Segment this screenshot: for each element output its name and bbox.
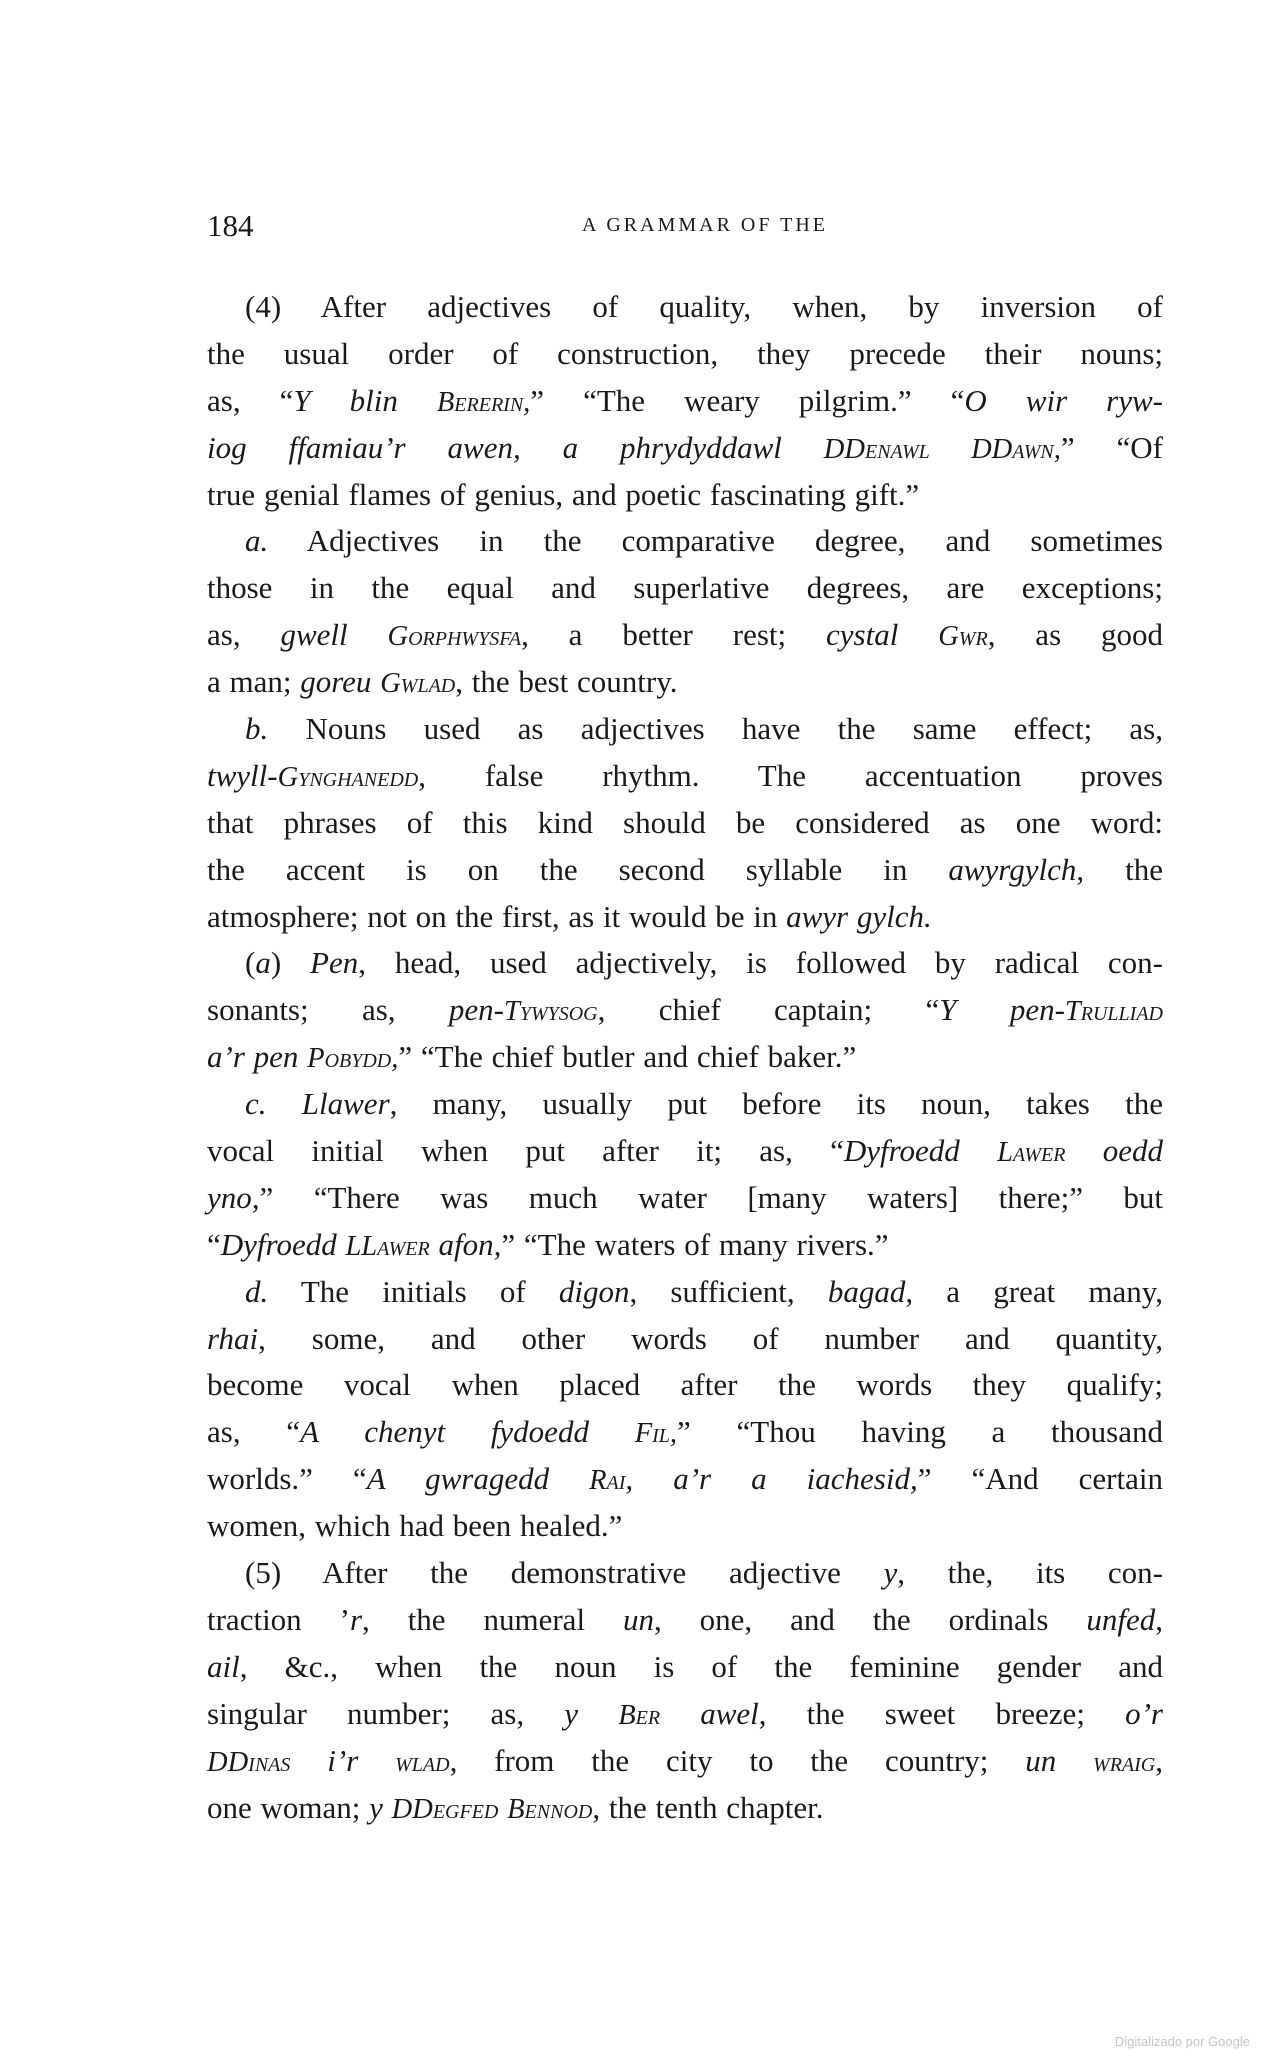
text-run: , from the city to the country; bbox=[449, 1742, 1026, 1778]
small-caps-text: Trulliad bbox=[1064, 996, 1163, 1028]
text-line bbox=[207, 518, 1163, 565]
small-caps-text: wlad bbox=[395, 1746, 450, 1778]
text-run: , false rhythm. The accentuation proves bbox=[418, 757, 1163, 793]
text-run: , chief captain; “ bbox=[597, 992, 940, 1028]
text-run: one woman; bbox=[207, 1789, 370, 1825]
text-line bbox=[207, 472, 1163, 519]
italic-text: goreu bbox=[300, 664, 381, 700]
small-caps-text: Bennod bbox=[507, 1793, 593, 1825]
text-line bbox=[207, 659, 1163, 706]
italic-text: , a’r a iachesid, bbox=[625, 1461, 918, 1497]
italic-text: unfed bbox=[1086, 1601, 1156, 1637]
italic-text: y bbox=[883, 1555, 898, 1591]
small-caps-text: wraig bbox=[1093, 1746, 1156, 1778]
text-line bbox=[207, 1222, 1163, 1269]
text-line bbox=[207, 800, 1163, 847]
italic-text: i’r bbox=[290, 1742, 396, 1778]
text-run: become vocal when placed after the words they qualify; bbox=[207, 1367, 1163, 1403]
italic-text: o’r bbox=[1125, 1695, 1163, 1731]
text-run: (5) After the demonstrative adjective bbox=[245, 1555, 884, 1591]
text-run: as, “ bbox=[207, 1414, 301, 1450]
italic-text: A gwragedd bbox=[366, 1461, 590, 1497]
small-caps-text: Lawer bbox=[997, 1137, 1066, 1169]
text-run: those in the equal and superlative degrees, are exceptions; bbox=[207, 570, 1163, 606]
text-run: worlds.” “ bbox=[207, 1461, 367, 1497]
italic-text: awyr gylch. bbox=[786, 898, 932, 934]
text-run: the usual order of construction, they precede their nouns; bbox=[207, 335, 1163, 371]
italic-text: d. bbox=[245, 1273, 269, 1309]
text-line bbox=[207, 1691, 1163, 1738]
text-line bbox=[207, 284, 1163, 331]
text-line bbox=[207, 987, 1163, 1034]
text-run: , sufficient, bbox=[629, 1273, 828, 1309]
digitization-watermark: Digitalizado por Google bbox=[1114, 2034, 1250, 2049]
text-run: ” “And certain bbox=[917, 1461, 1163, 1497]
page-body-text bbox=[207, 284, 1163, 1831]
italic-text: gwell bbox=[280, 617, 388, 653]
text-line bbox=[207, 378, 1163, 425]
text-run: as, “ bbox=[207, 382, 294, 418]
small-caps-text: Rai bbox=[589, 1465, 626, 1497]
text-run: true genial flames of genius, and poetic fascinating gift.” bbox=[207, 476, 920, 512]
small-caps-text: DDegfed bbox=[391, 1793, 499, 1825]
text-line bbox=[207, 1128, 1163, 1175]
small-caps-text: Gorphwysfa bbox=[387, 621, 522, 653]
text-run bbox=[498, 1790, 507, 1825]
italic-text: awyrgylch bbox=[948, 851, 1077, 887]
text-run: , many, usually put before its noun, takes the bbox=[389, 1086, 1164, 1122]
italic-text: cystal bbox=[826, 617, 939, 653]
text-line bbox=[207, 612, 1163, 659]
text-run: , &c., when the noun is of the feminine gender and bbox=[239, 1648, 1163, 1684]
italic-text: afon, bbox=[429, 1226, 502, 1262]
text-run: , bbox=[1155, 1601, 1163, 1637]
text-line bbox=[207, 1738, 1163, 1785]
italic-text: A chenyt fydoedd bbox=[300, 1414, 635, 1450]
text-run: , a better rest; bbox=[521, 617, 827, 653]
italic-text: O wir ryw- bbox=[964, 382, 1163, 418]
italic-text: ail bbox=[207, 1648, 240, 1684]
text-run: , as good bbox=[987, 617, 1164, 653]
text-run: traction ’ bbox=[207, 1601, 350, 1637]
italic-text: Y pen- bbox=[939, 992, 1065, 1028]
small-caps-text: Fil, bbox=[634, 1418, 678, 1450]
small-caps-text: Gwr bbox=[938, 621, 988, 653]
text-run: ” “There was much water [many waters] there;” but bbox=[259, 1179, 1163, 1215]
italic-text: iog ffamiau’r awen, a phrydyddawl bbox=[207, 429, 824, 465]
text-run: , the bbox=[1076, 851, 1164, 887]
text-run: women, which had been healed.” bbox=[207, 1508, 623, 1544]
text-line bbox=[207, 1316, 1163, 1363]
text-line bbox=[207, 425, 1163, 472]
text-line bbox=[207, 1362, 1163, 1409]
italic-text: Pen bbox=[310, 945, 359, 981]
italic-text: twyll- bbox=[207, 757, 278, 793]
text-run: ” “The chief butler and chief baker.” bbox=[398, 1039, 857, 1075]
text-run: sonants; as, bbox=[207, 992, 449, 1028]
text-run: , a great many, bbox=[905, 1273, 1163, 1309]
text-run: singular number; as, bbox=[207, 1695, 565, 1731]
text-run: that phrases of this kind should be considered as one word: bbox=[207, 804, 1163, 840]
text-run: as, bbox=[207, 617, 281, 653]
italic-text: Y blin bbox=[293, 382, 437, 418]
text-line bbox=[207, 1644, 1163, 1691]
page-header bbox=[207, 208, 1163, 248]
text-run: ) bbox=[270, 945, 311, 981]
italic-text: oedd bbox=[1065, 1133, 1164, 1169]
text-line bbox=[207, 1785, 1163, 1832]
text-line bbox=[207, 940, 1163, 987]
text-run: , some, and other words of number and quantity, bbox=[258, 1320, 1163, 1356]
italic-text: a. bbox=[245, 523, 269, 559]
text-run: , the best country. bbox=[455, 664, 678, 700]
text-line bbox=[207, 894, 1163, 941]
italic-text: un bbox=[1025, 1742, 1094, 1778]
running-title: A GRAMMAR OF THE bbox=[582, 214, 828, 236]
text-run: , the tenth chapter. bbox=[592, 1789, 824, 1825]
text-line bbox=[207, 331, 1163, 378]
italic-text: Llawer bbox=[301, 1086, 390, 1122]
text-run: , one, and the ordinals bbox=[653, 1601, 1087, 1637]
text-line bbox=[207, 1597, 1163, 1644]
italic-text: b. bbox=[245, 711, 269, 747]
text-run: , the sweet breeze; bbox=[758, 1695, 1126, 1731]
text-run: “ bbox=[207, 1226, 221, 1262]
italic-text: y bbox=[564, 1695, 619, 1731]
page-number: 184 bbox=[207, 208, 254, 243]
small-caps-text: DDinas bbox=[207, 1746, 291, 1778]
italic-text: r bbox=[349, 1601, 363, 1637]
italic-text: rhai bbox=[207, 1320, 259, 1356]
text-line bbox=[207, 1503, 1163, 1550]
small-caps-text: DDenawl DDawn, bbox=[823, 433, 1061, 465]
text-line bbox=[207, 706, 1163, 753]
text-line bbox=[207, 1409, 1163, 1456]
text-line bbox=[207, 847, 1163, 894]
text-run: Nouns used as adjectives have the same effect; as, bbox=[268, 711, 1163, 747]
italic-text: a’r pen bbox=[207, 1039, 308, 1075]
text-run: ” “The weary pilgrim.” “ bbox=[530, 382, 965, 418]
italic-text: Dyfroedd bbox=[843, 1133, 998, 1169]
small-caps-text: Bererin, bbox=[436, 386, 531, 418]
small-caps-text: LLawer bbox=[345, 1230, 430, 1262]
small-caps-text: Ber bbox=[618, 1699, 661, 1731]
text-run: the accent is on the second syllable in bbox=[207, 851, 949, 887]
text-run: , head, used adjectively, is followed by radical con- bbox=[358, 945, 1163, 981]
italic-text: un bbox=[622, 1601, 654, 1637]
small-caps-text: Tywysog bbox=[503, 996, 598, 1028]
text-run: The initials of bbox=[268, 1273, 559, 1309]
italic-text: awel bbox=[660, 1695, 759, 1731]
text-line bbox=[207, 565, 1163, 612]
text-run: , the, its con- bbox=[897, 1555, 1163, 1591]
italic-text: Dyfroedd bbox=[220, 1226, 346, 1262]
text-line bbox=[207, 1034, 1163, 1081]
text-run: ” “Thou having a thousand bbox=[677, 1414, 1163, 1450]
text-run: vocal initial when put after it; as, “ bbox=[207, 1133, 844, 1169]
small-caps-text: Pobydd, bbox=[307, 1043, 399, 1075]
italic-text: a bbox=[255, 945, 271, 981]
text-run: ” “Of bbox=[1060, 429, 1164, 465]
text-run: ( bbox=[245, 945, 256, 981]
text-run: (4) After adjectives of quality, when, by inversion of bbox=[245, 289, 1163, 324]
text-line bbox=[207, 1175, 1163, 1222]
text-run: ” “The waters of many rivers.” bbox=[501, 1226, 889, 1262]
text-line bbox=[207, 1456, 1163, 1503]
text-run: a man; bbox=[207, 664, 301, 700]
italic-text: bagad bbox=[827, 1273, 906, 1309]
text-line bbox=[207, 1081, 1163, 1128]
italic-text: y bbox=[369, 1789, 392, 1825]
italic-text: yno, bbox=[207, 1179, 260, 1215]
text-line bbox=[207, 753, 1163, 800]
text-run: Adjectives in the comparative degree, and sometimes bbox=[268, 523, 1163, 559]
italic-text: c. bbox=[245, 1086, 267, 1122]
text-line bbox=[207, 1550, 1163, 1597]
text-run bbox=[267, 1086, 302, 1121]
small-caps-text: Gwlad bbox=[380, 668, 456, 700]
text-run: atmosphere; not on the first, as it would be in bbox=[207, 898, 787, 934]
small-caps-text: Gynghanedd bbox=[277, 761, 419, 793]
italic-text: digon bbox=[558, 1273, 630, 1309]
text-run: , the numeral bbox=[362, 1601, 623, 1637]
text-run: , bbox=[1155, 1742, 1163, 1778]
italic-text: pen- bbox=[448, 992, 504, 1028]
text-line bbox=[207, 1269, 1163, 1316]
